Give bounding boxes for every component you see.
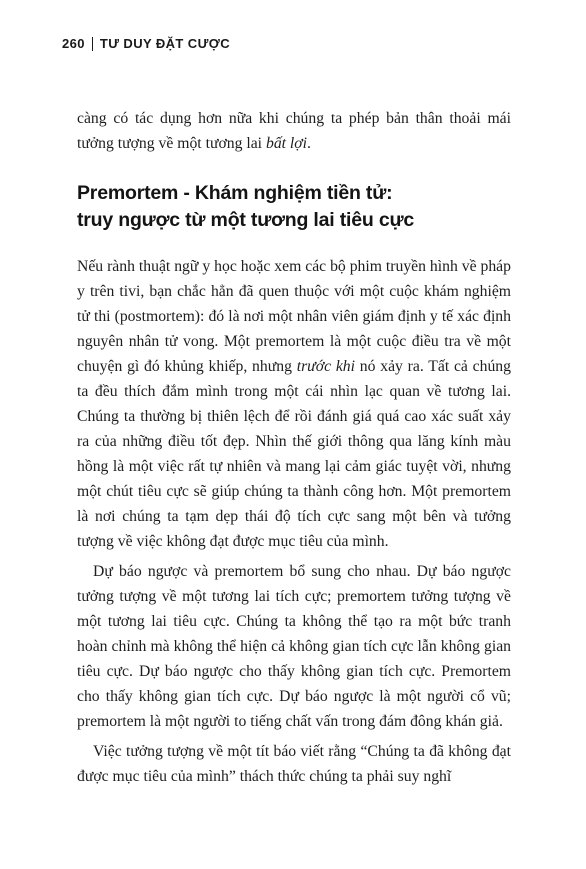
paragraph-2: Dự báo ngược và premortem bổ sung cho nhau. Dự báo ngược tưởng tượng về một tương lai tích cực; premortem tưởng tượng về một tương lai tiêu cực. Chúng ta không thể tạo ra một bức tranh hoàn chỉnh mà không thể hiện cả không gian tích cực lẫn không gian tiêu cực. Dự báo ngược cho thấy không gian tích cực. Premortem cho thấy không gian tích cực. Dự báo ngược là một người cổ vũ; premortem là một người to tiếng chất vấn trong đám đông khán giả. bbox=[77, 563, 511, 730]
paragraph-1 bbox=[77, 254, 511, 554]
book-title: TƯ DUY ĐẶT CƯỢC bbox=[99, 36, 231, 51]
header-divider bbox=[92, 37, 93, 51]
paragraph-1-before: Nếu rành thuật ngữ y học hoặc xem các bộ phim truyền hình về pháp y trên tivi, bạn chắc hẳn đã quen thuộc với một cuộc khám nghiệm tử thi (postmortem): đó là nơi một nhân viên giám định y tế xác định nguyên nhân tử vong. Một premortem là một cuộc điều tra về một chuyện gì đó khủng khiếp, nhưng bbox=[77, 258, 511, 375]
section-title-line2: truy ngược từ một tương lai tiêu cực bbox=[77, 209, 415, 231]
paragraph-1-emphasis: trước khi bbox=[296, 358, 356, 375]
intro-emphasis: bất lợi bbox=[265, 135, 308, 152]
section-title-line1: Premortem - Khám nghiệm tiền tử: bbox=[77, 182, 393, 204]
page-number: 260 bbox=[62, 36, 85, 51]
intro-text bbox=[77, 106, 511, 156]
body-text bbox=[77, 254, 511, 789]
intro-text-before: càng có tác dụng hơn nữa khi chúng ta phép bản thân thoải mái tưởng tượng về một tương lai bbox=[77, 110, 511, 152]
running-header bbox=[62, 36, 230, 51]
intro-text-after: . bbox=[307, 135, 311, 152]
section-heading bbox=[77, 180, 517, 234]
paragraph-1-after: nó xảy ra. Tất cả chúng ta đều thích đắm mình trong một cái nhìn lạc quan về tương lai. Chúng ta thường bị thiên lệch để rồi đánh giá quá cao xác suất xảy ra của những điều tốt đẹp. Nhìn thế giới thông qua lăng kính màu hồng là một việc rất tự nhiên và mang lại cảm giác tuyệt vời, nhưng một chút tiêu cực sẽ giúp chúng ta thành công hơn. Một premortem là nơi chúng ta tạm dẹp thái độ tích cực sang một bên và tưởng tượng về việc không đạt được mục tiêu của mình. bbox=[77, 358, 511, 550]
intro-paragraph bbox=[77, 106, 511, 156]
paragraph-3: Việc tưởng tượng về một tít báo viết rằng “Chúng ta đã không đạt được mục tiêu của mình” thách thức chúng ta phải suy nghĩ bbox=[77, 743, 511, 785]
